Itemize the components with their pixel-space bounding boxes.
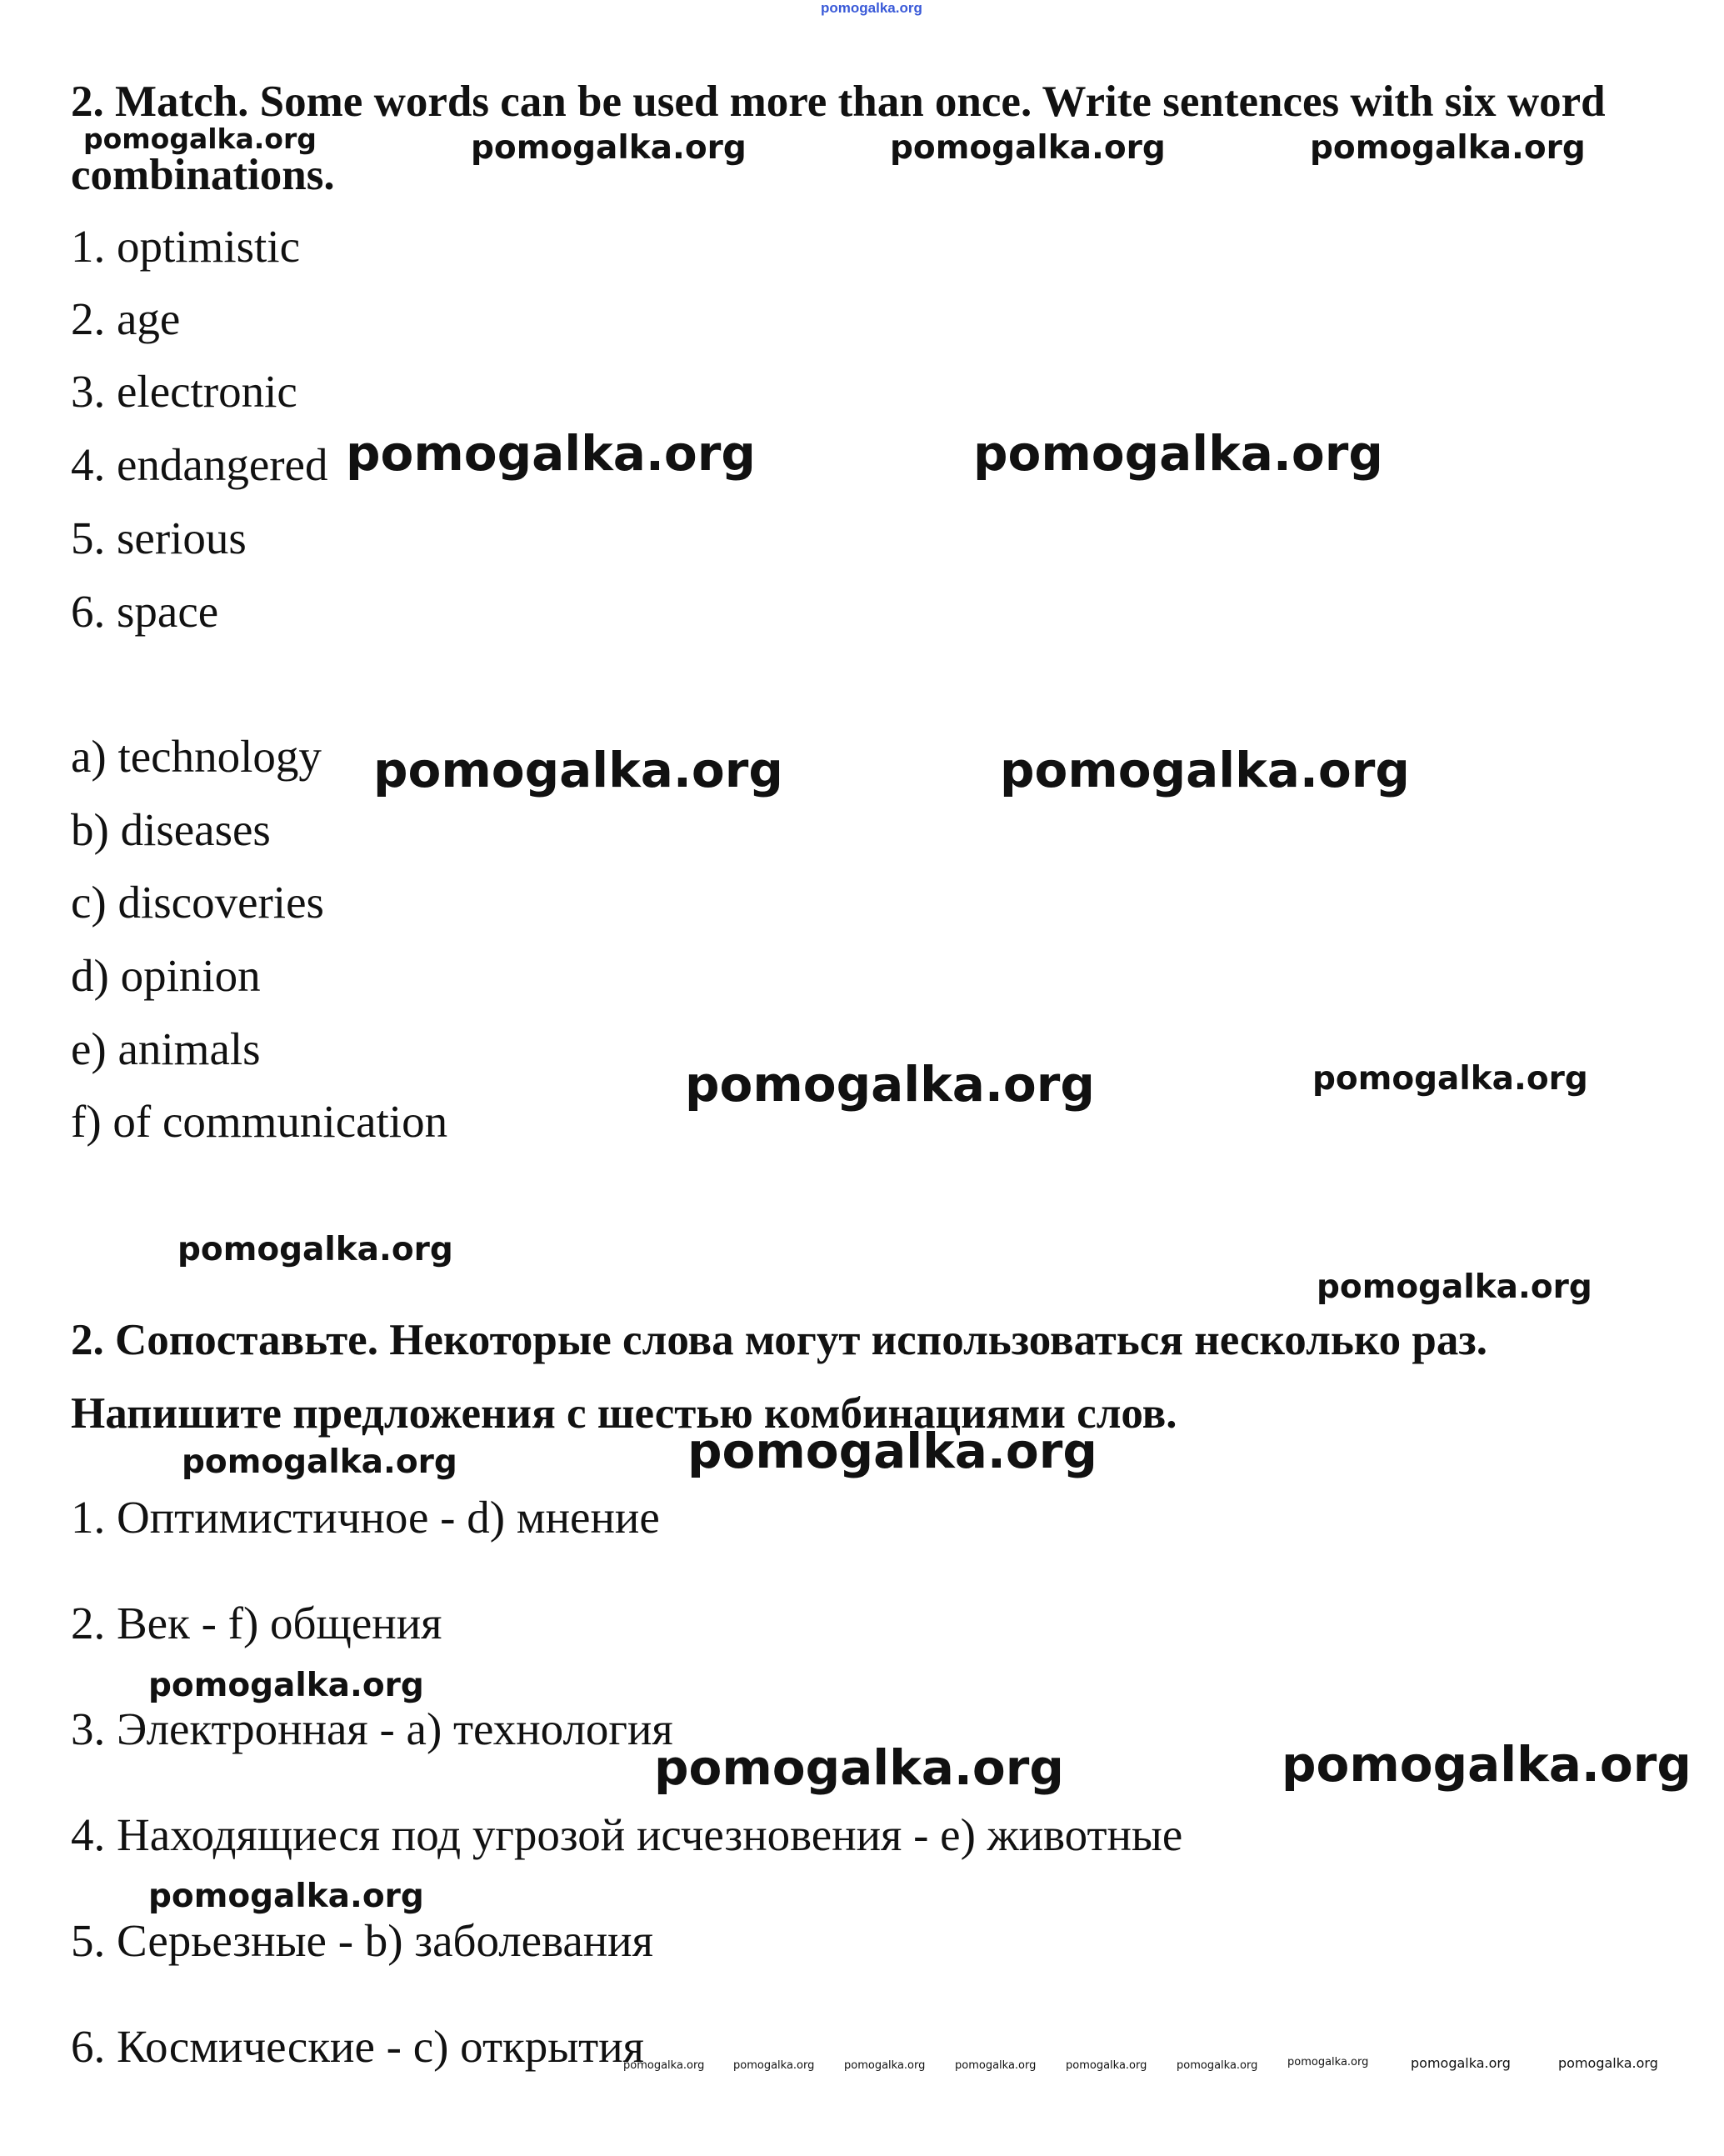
watermark: pomogalka.org [1310,129,1586,167]
list-item-numbered: 6. space [71,586,219,637]
exercise-heading-ru: 2. Сопоставьте. Некоторые слова могут использоваться несколько раз. Напишите предложения с шестью комбинациями слов. [71,1316,1487,1438]
list-item-lettered: b) diseases [71,804,271,855]
answer-line: 1. Оптимистичное - d) мнение [71,1492,660,1543]
watermark: pomogalka.org [1287,2056,1369,2068]
list-item-lettered: a) technology [71,731,322,782]
watermark: pomogalka.org [373,742,783,798]
watermark: pomogalka.org [623,2059,705,2072]
watermark: pomogalka.org [844,2059,926,2072]
watermark: pomogalka.org [148,1667,424,1704]
watermark: pomogalka.org [687,1423,1097,1479]
answer-line: 6. Космические - c) открытия [71,2021,644,2072]
watermark: pomogalka.org [346,425,756,482]
list-item-lettered: c) discoveries [71,877,324,928]
watermark: pomogalka.org [1312,1060,1588,1098]
watermark: pomogalka.org [471,129,747,167]
list-item-numbered: 3. electronic [71,366,297,417]
watermark-top: pomogalka.org [821,0,922,16]
list-item-lettered: e) animals [71,1023,261,1074]
watermark: pomogalka.org [83,123,317,155]
list-item-numbered: 4. endangered [71,439,328,490]
answer-line: 2. Век - f) общения [71,1598,442,1648]
watermark: pomogalka.org [733,2059,815,2072]
answer-line: 3. Электронная - a) технология [71,1703,673,1754]
watermark: pomogalka.org [654,1739,1064,1796]
watermark: pomogalka.org [955,2059,1037,2072]
watermark: pomogalka.org [1177,2059,1258,2072]
answer-line: 4. Находящиеся под угрозой исчезновения - e) животные [71,1809,1183,1860]
list-item-lettered: d) opinion [71,950,261,1001]
watermark: pomogalka.org [148,1878,424,1915]
watermark: pomogalka.org [182,1443,457,1481]
watermark: pomogalka.org [1411,2055,1511,2071]
exercise-heading-en: 2. Match. Some words can be used more than once. Write sentences with six word combinations. [71,78,1606,199]
watermark: pomogalka.org [1000,742,1410,798]
watermark: pomogalka.org [1317,1268,1592,1306]
answer-line: 5. Серьезные - b) заболевания [71,1915,653,1966]
watermark: pomogalka.org [1282,1736,1692,1793]
list-item-numbered: 5. serious [71,513,247,563]
watermark: pomogalka.org [177,1231,453,1268]
list-item-numbered: 1. optimistic [71,221,300,272]
watermark: pomogalka.org [890,129,1166,167]
watermark: pomogalka.org [973,425,1383,482]
list-item-lettered: f) of communication [71,1096,448,1147]
watermark: pomogalka.org [1558,2055,1658,2071]
list-item-numbered: 2. age [71,293,181,344]
watermark: pomogalka.org [1066,2059,1147,2072]
watermark: pomogalka.org [685,1056,1095,1113]
